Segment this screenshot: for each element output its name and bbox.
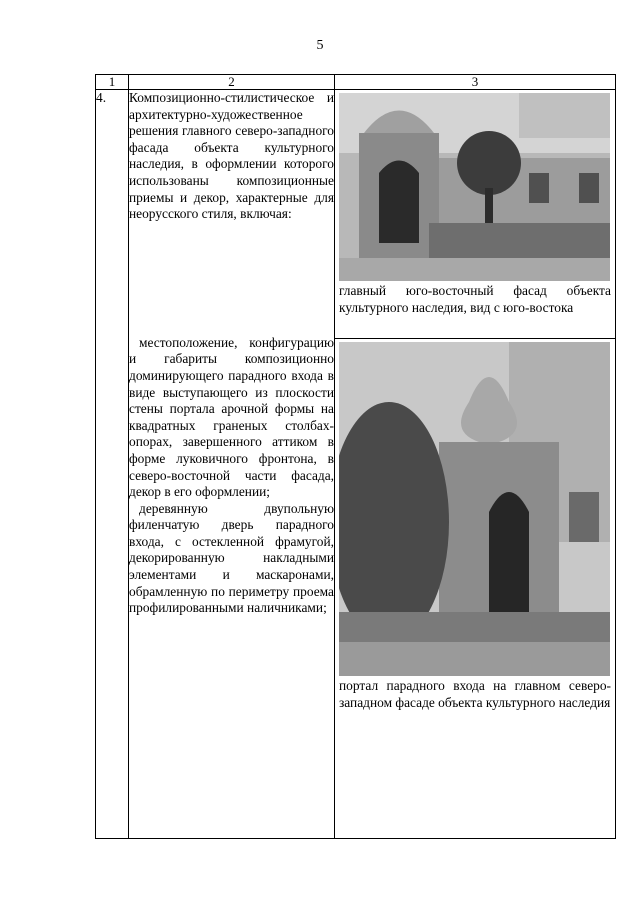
- header-cell-2: 2: [129, 75, 335, 90]
- page-number: 5: [316, 38, 324, 53]
- heritage-table: [95, 74, 616, 839]
- photo-cell-2: [335, 339, 616, 839]
- facade-photo: [339, 93, 610, 281]
- header-cell-1: 1: [96, 75, 129, 90]
- photo-1-caption: главный юго-восточный фасад объекта культурного наследия, вид с юго-востока: [339, 283, 611, 315]
- row-description: [129, 90, 335, 839]
- description-item-1: местоположение, конфигурацию и габариты композиционно доминирующего парадного входа в виде выступающего из плоскости стены портала арочной формы на квадратных граненых столбах-опорах, завершенного аттиком в форме луковичного фронтона, в северо-восточной части фасада, декор в его оформлении;: [129, 334, 334, 500]
- description-item-2: деревянную двупольную филенчатую дверь парадного входа, с остекленной фрамугой, декорированную накладными элементами и маскаронами, обрамленную по периметру проема профилированными наличниками;: [129, 500, 334, 616]
- photo-cell-1: [335, 90, 616, 339]
- row-number: 4.: [96, 90, 129, 839]
- description-intro: Композиционно-стилистическое и архитектурно-художественное решения главного северо-западного фасада объекта культурного наследия, в оформлении которого использованы композиционные приемы и декор, характерные для неорусского стиля, включая:: [129, 90, 334, 222]
- portal-photo: [339, 342, 610, 676]
- header-cell-3: 3: [335, 75, 616, 90]
- table-row: [96, 90, 616, 339]
- table-header-row: [96, 75, 616, 90]
- photo-2-caption: портал парадного входа на главном северо-западном фасаде объекта культурного наследия: [339, 678, 611, 710]
